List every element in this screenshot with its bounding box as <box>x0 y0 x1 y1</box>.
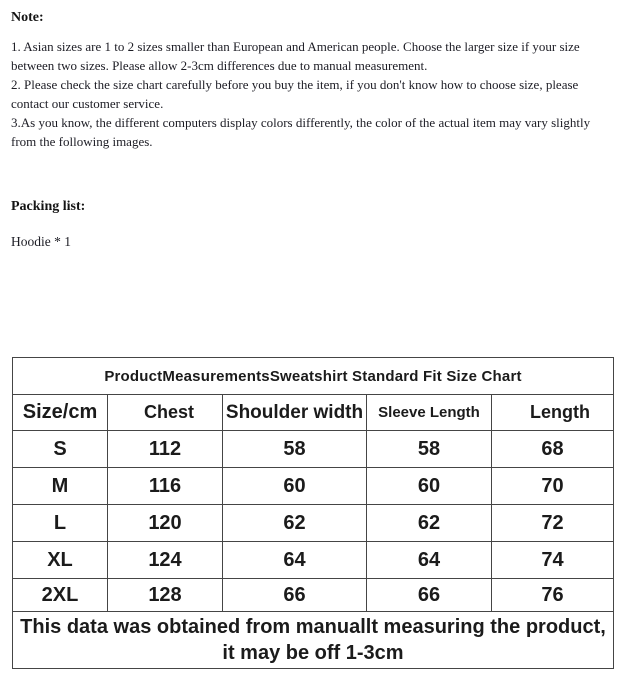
shoulder-cell: 60 <box>223 468 367 505</box>
footer-line-1: This data was obtained from manuallt measuring the product, <box>20 616 606 638</box>
sleeve-cell: 58 <box>367 431 492 468</box>
footer-line-2: it may be off 1-3cm <box>222 642 404 664</box>
chest-cell: 112 <box>108 431 223 468</box>
size-cell: XL <box>13 542 108 579</box>
table-row-m <box>13 468 614 505</box>
size-chart-title: ProductMeasurementsSweatshirt Standard Fit Size Chart <box>13 358 614 395</box>
column-header-chest: Chest <box>108 395 223 431</box>
length-cell: 68 <box>492 431 614 468</box>
packing-list-heading: Packing list: <box>11 199 86 214</box>
note-item-1: 1. Asian sizes are 1 to 2 sizes smaller than European and American people. Choose the larger size if your size between two sizes. Please allow 2-3cm differences due to manual measurement. <box>11 39 580 73</box>
length-cell: 72 <box>492 505 614 542</box>
size-chart-table <box>12 357 614 669</box>
size-chart-header-row <box>13 395 614 431</box>
column-header-length: Length <box>492 395 614 431</box>
shoulder-cell: 62 <box>223 505 367 542</box>
size-cell: 2XL <box>13 579 108 612</box>
length-cell: 70 <box>492 468 614 505</box>
sleeve-cell: 66 <box>367 579 492 612</box>
shoulder-cell: 58 <box>223 431 367 468</box>
size-chart-title-row <box>13 358 614 395</box>
sleeve-cell: 64 <box>367 542 492 579</box>
length-cell: 76 <box>492 579 614 612</box>
table-row-xl <box>13 542 614 579</box>
table-row-l <box>13 505 614 542</box>
chest-cell: 124 <box>108 542 223 579</box>
chest-cell: 116 <box>108 468 223 505</box>
size-chart-footer-row <box>13 612 614 669</box>
sleeve-cell: 62 <box>367 505 492 542</box>
note-heading: Note: <box>11 10 44 25</box>
column-header-size: Size/cm <box>13 395 108 431</box>
sleeve-cell: 60 <box>367 468 492 505</box>
column-header-shoulder: Shoulder width <box>223 395 367 431</box>
size-cell: M <box>13 468 108 505</box>
chest-cell: 120 <box>108 505 223 542</box>
length-cell: 74 <box>492 542 614 579</box>
table-row-2xl <box>13 579 614 612</box>
note-item-3: 3.As you know, the different computers display colors differently, the color of the actual item may vary slightly from the following images. <box>11 115 591 149</box>
note-list <box>11 37 617 151</box>
packing-list-item: Hoodie * 1 <box>11 234 71 249</box>
shoulder-cell: 66 <box>223 579 367 612</box>
shoulder-cell: 64 <box>223 542 367 579</box>
size-chart-footer <box>13 612 614 669</box>
chest-cell: 128 <box>108 579 223 612</box>
size-cell: S <box>13 431 108 468</box>
note-item-2: 2. Please check the size chart carefully before you buy the item, if you don't know how to choose size, please contact our customer service. <box>11 77 579 111</box>
column-header-sleeve: Sleeve Length <box>367 395 492 431</box>
table-row-s <box>13 431 614 468</box>
size-cell: L <box>13 505 108 542</box>
